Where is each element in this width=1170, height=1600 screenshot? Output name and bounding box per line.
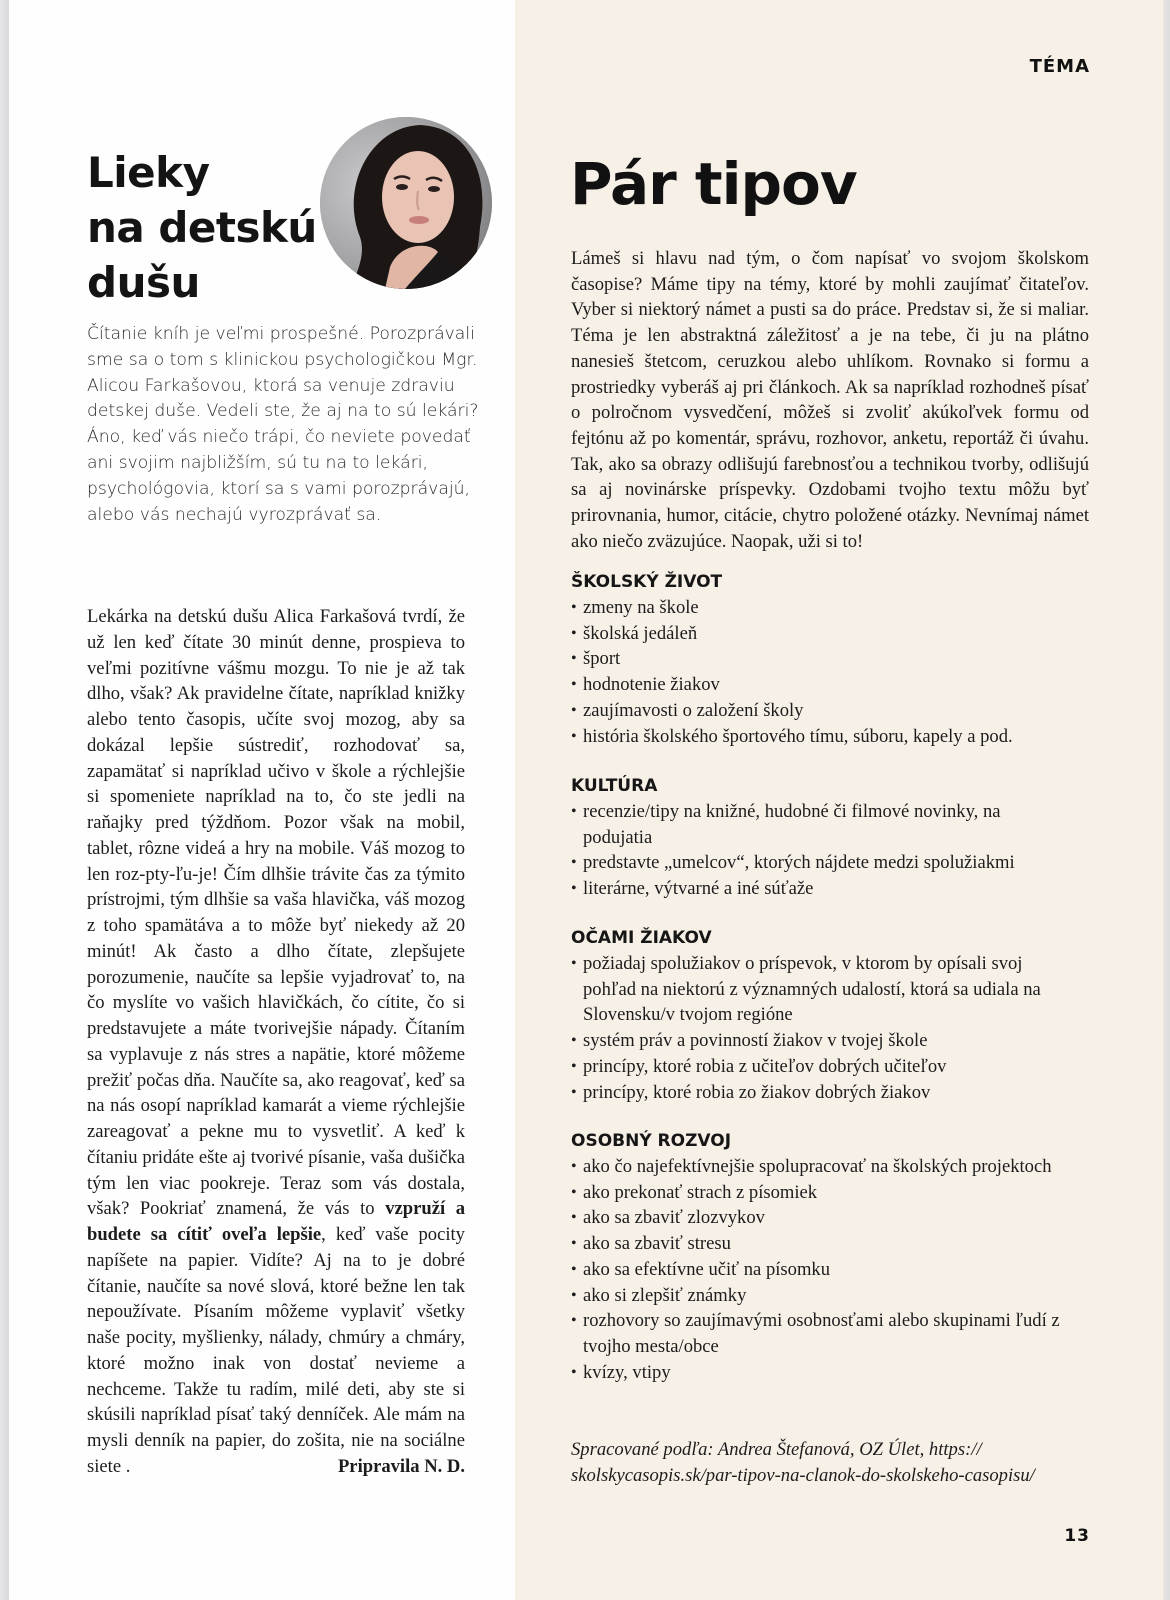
page-number: 13 [1064,1526,1090,1546]
author-signature: Pripravila N. D. [337,1455,465,1477]
intro-paragraph: Lámeš si hlavu nad tým, o čom napísať vo svojom školskom časopise? Máme tipy na témy, ktoré by mohli zaujímať čitateľov. Vyber si niektorý námet a pusti sa do práce. Predstav si, že si maliar. Téma je len abstraktná záležitosť a je na tebe, či ju na plátno nanesieš štetcom, ceruzkou alebo uhlíkom. Rovnako si formu a prostriedky vyberáš aj pri článkoch. Ak sa napríklad rozhodneš písať o polročnom vysvedčení, môžeš si zvoliť akúkoľvek formu od fejtónu až po komentár, správu, rozhovor, anketu, reportáž či úvahu. Tak, ako sa obrazy odlišujú farebnosťou a technikou tvorby, odlišujú sa aj novinárske príspevky. Ozdobami tvojho textu môžu byť prirovnania, humor, citácie, chytro položené otázky. Nevnímaj námet ako niečo zväzujúce. Naopak, uži si to! [571,248,1089,552]
title-line: dušu [87,258,200,307]
section-heading: OSOBNÝ ROZVOJ [571,1131,732,1151]
list-item: • systém práv a povinností žiakov v tvojej škole [571,1028,1071,1054]
list-item: • šport [571,646,1101,672]
list-item: • ako čo najefektívnejšie spolupracovať na školských projektoch [571,1154,1076,1180]
page-edge-left [0,0,9,1600]
left-article-title [87,145,317,310]
list-item: • zaujímavosti o založení školy [571,698,1101,724]
body-text-part1: Lekárka na detskú dušu Alica Farkašová tvrdí, že už len keď čítate 30 minút denne, prospieva to veľmi pozitívne vášmu mozgu. To nie je až tak dlho, však? Ak pravidelne čítate, napríklad knižky alebo tento časopis, učíte svoj mozog, aby sa dokázal lepšie sústrediť, rozhodovať sa, zapamätať si napríklad učivo v škole a rýchlejšie si spomeniete napríklad na to, čo ste jedli na raňajky pred týždňom. Pozor však na mobil, tablet, rôzne videá a hry na mobile. Váš mozog to len roz-pty-ľu-je! Čím dlhšie trávite čas za týmito prístrojmi, tým dlhšie sa vaša hlavička, váš mozog z toho spamätáva a to môže byť niekedy až 20 minút! Ak často a dlho čítate, zlepšujete porozumenie, naučíte sa lepšie vyjadrovať to, na čo myslíte vo vašich hlavičkách, čo cítite, čo si predstavujete a máte tvorivejšie nápady. Čítaním sa vyplavuje z nás stres a napätie, ktoré môžeme prežiť počas dňa. Naučíte sa, ako reagovať, keď sa na nás osopí napríklad kamarát a vieme rýchlejšie zareagovať a pekne mu to vysvetliť. A keď k čítaniu pridáte ešte aj tvorivé písanie, vaša dušička tým len viac pookreje. Teraz som vás dostala, však? Pookriať znamená, že vás to [87,606,465,1220]
section-ocami-ziakov [571,926,1101,1105]
title-line: Lieky [87,148,210,197]
list-item: • literárne, výtvarné a iné súťaže [571,876,1061,902]
portrait-illustration-icon [320,117,492,289]
list-item: • hodnotenie žiakov [571,672,1101,698]
portrait-photo [320,117,492,289]
list-item: • ako sa zbaviť stresu [571,1231,1076,1257]
article-body [87,604,465,1480]
section-label: TÉMA [1029,56,1090,77]
list-item: • požiadaj spolužiakov o príspevok, v ktorom by opísali svoj pohľad na niektorú z významných udalostí, ktorá sa udiala na Slovensku/v tvojom regióne [571,951,1071,1028]
right-article-intro [571,246,1089,554]
list-item: • kvízy, vtipy [571,1360,1076,1386]
tips-list [571,951,1071,1105]
body-text-part2: , keď vaše pocity napíšete na papier. Vidíte? Aj na to je dobré čítanie, naučíte sa nové slová, ktoré bežne len tak nepoužívate. Písaním môžeme vyplaviť všetky naše pocity, myšlienky, nálady, chmúry a chmáry, ktoré možno inak von dostať nevieme a nechceme. Takže tu radím, milé deti, aby ste si skúsili napríklad písať taký denníček. Ale mám na mysli denník na papier, do zošita, nie na sociálne siete . [87,1224,465,1477]
title-line: na detskú [87,203,317,252]
section-heading: OČAMI ŽIAKOV [571,928,712,948]
section-heading: KULTÚRA [571,776,658,796]
section-kultura [571,774,1101,902]
list-item: • ako sa zbaviť zlozvykov [571,1205,1076,1231]
tips-list [571,799,1061,902]
body-paragraph [87,604,465,1480]
section-osobny-rozvoj [571,1129,1101,1385]
tips-list [571,1154,1076,1385]
list-item: • recenzie/tipy na knižné, hudobné či filmové novinky, na podujatia [571,799,1061,850]
article-lead [87,322,487,528]
right-article-title: Pár tipov [570,150,857,218]
list-item: • zmeny na škole [571,595,1101,621]
page-edge-right [1163,0,1170,1600]
list-item: • ako prekonať strach z písomiek [571,1180,1076,1206]
list-item: • princípy, ktoré robia z učiteľov dobrých učiteľov [571,1054,1071,1080]
body-text-bold: vzpruží a budete sa cítiť oveľa lepšie [87,1198,466,1245]
list-item: • rozhovory so zaujímavými osobnosťami alebo skupinami ľudí z tvojho mesta/obce [571,1308,1076,1359]
list-item: • školská jedáleň [571,621,1101,647]
list-item: • história školského športového tímu, súboru, kapely a pod. [571,724,1101,750]
list-item: • princípy, ktoré robia zo žiakov dobrých žiakov [571,1080,1071,1106]
tips-list [571,595,1101,749]
lead-paragraph: Čítanie kníh je veľmi prospešné. Porozprávali sme sa o tom s klinickou psychologičkou Mgr. Alicou Farkašovou, ktorá sa venuje zdraviu detskej duše. Vedeli ste, že aj na to sú lekári? Áno, keď vás niečo trápi, čo neviete povedať ani svojim najbližším, sú tu na to lekári, psychológovia, ktorí sa s vami porozprávajú, alebo vás nechajú vyrozprávať sa. [87,324,479,525]
source-citation: Spracované podľa: Andrea Štefanová, OZ Úlet, https:// skolskycasopis.sk/par-tipov-na-clanok-do-skolskeho-casopisu/ [571,1439,1035,1486]
list-item: • ako sa efektívne učiť na písomku [571,1257,1076,1283]
list-item: • predstavte „umelcov“, ktorých nájdete medzi spolužiakmi [571,850,1061,876]
list-item: • ako si zlepšiť známky [571,1283,1076,1309]
section-skolsky-zivot [571,570,1101,749]
section-heading: ŠKOLSKÝ ŽIVOT [571,572,723,592]
